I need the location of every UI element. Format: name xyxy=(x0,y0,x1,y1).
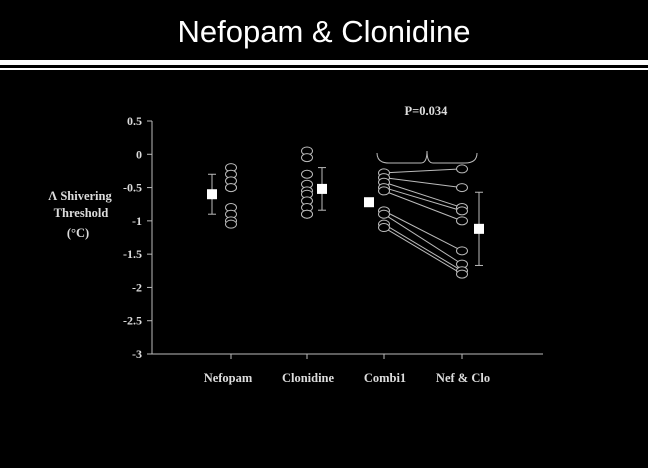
paired-line xyxy=(384,188,462,211)
data-point xyxy=(302,154,313,162)
data-point xyxy=(379,210,390,218)
x-category-label: Nefopam xyxy=(203,371,253,385)
data-point xyxy=(457,165,468,173)
y-tick-label: 0.5 xyxy=(127,114,142,128)
paired-line xyxy=(384,214,462,264)
slide-title: Nefopam & Clonidine xyxy=(177,14,471,49)
significance-bracket xyxy=(377,151,477,163)
mean-marker xyxy=(474,224,484,234)
paired-line xyxy=(384,228,462,275)
y-tick-label: -1 xyxy=(132,213,142,228)
data-point xyxy=(302,170,313,178)
y-tick-label: -2 xyxy=(132,280,142,295)
data-point xyxy=(457,207,468,215)
y-tick-label: -3 xyxy=(132,347,142,361)
y-tick-label: -1.5 xyxy=(123,247,142,262)
y-axis-label-line: Λ Shivering xyxy=(48,189,112,203)
x-category-label: Nef & Clo xyxy=(435,371,491,385)
y-axis-label-line: (°C) xyxy=(66,226,90,240)
p-value-label: P=0.034 xyxy=(404,104,448,118)
mean-marker xyxy=(207,189,217,199)
y-tick-label: -2.5 xyxy=(123,313,142,328)
y-tick-label: 0 xyxy=(136,147,142,162)
x-category-label: Clonidine xyxy=(281,371,335,385)
y-tick-label: -0.5 xyxy=(123,180,142,195)
data-point xyxy=(226,184,237,192)
mean-marker xyxy=(364,197,374,207)
data-point xyxy=(226,220,237,228)
data-point xyxy=(302,210,313,218)
data-point xyxy=(457,247,468,255)
data-point xyxy=(379,187,390,195)
x-category-label: Combi1 xyxy=(363,371,407,385)
data-point xyxy=(457,217,468,225)
data-point xyxy=(379,224,390,232)
data-point xyxy=(457,184,468,192)
mean-marker xyxy=(317,184,327,194)
y-axis-label-line: Threshold xyxy=(53,206,109,220)
paired-line xyxy=(384,169,462,173)
data-point xyxy=(457,270,468,278)
